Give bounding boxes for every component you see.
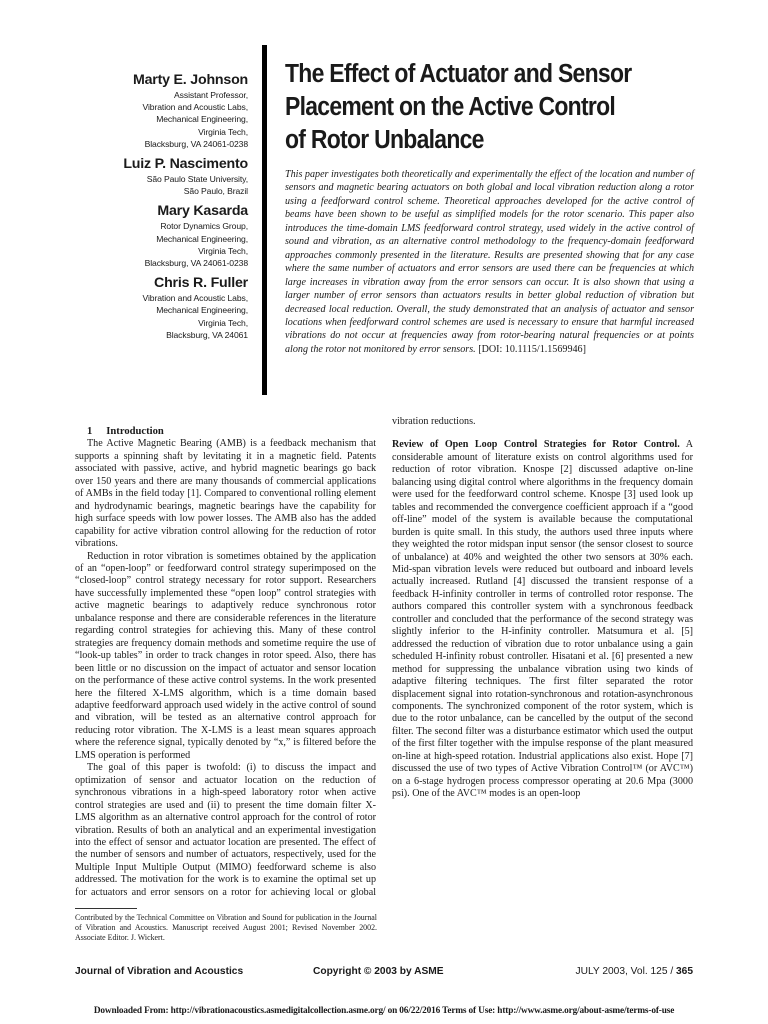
author-affiliation-line: Rotor Dynamics Group, [160, 221, 248, 232]
author-affiliation-line: Virginia Tech, [198, 126, 248, 137]
footnote-rule [75, 908, 137, 909]
body-paragraph-continued: vibration reductions. [392, 416, 476, 427]
author-affiliation-line: Blacksburg, VA 24061-0238 [144, 138, 248, 149]
author-affiliation-line: Blacksburg, VA 24061-0238 [144, 258, 248, 269]
section-heading [75, 426, 376, 438]
author-block [70, 275, 248, 341]
title-line: Placement on the Active Control [285, 93, 616, 121]
doi-text: [DOI: 10.1115/1.1569946] [478, 343, 586, 355]
copyright-notice: Copyright © 2003 by ASME [313, 966, 444, 977]
body-column-left [75, 426, 376, 899]
author-affiliation-line: Assistant Professor, [174, 90, 248, 100]
title-divider-bar [262, 45, 267, 395]
journal-name: Journal of Vibration and Acoustics [75, 966, 244, 977]
author-affiliation-line: Blacksburg, VA 24061 [166, 329, 248, 340]
author-affiliation-line: Vibration and Acoustic Labs, [142, 102, 248, 113]
author-affiliation-line: Mechanical Engineering, [156, 305, 248, 316]
author-affiliation-line: Virginia Tech, [198, 245, 248, 256]
author-affiliation-line: Mechanical Engineering, [156, 233, 248, 244]
author-name: Marty E. Johnson [132, 72, 248, 88]
abstract-text: This paper investigates both theoretically and experimentally the effect of the location and number of sensors and magnetic bearing actuators on both global and local vibration reduction along a rotor using a feedforward control scheme. Theoretical approaches developed for the active control of beams have been shown to be useful as simplified models for the rotor scenario. This paper also introduces the time-domain LMS feedforward control strategy, used widely in the active control of sound and vibration, as an alternative control methodology to the frequency-domain feedforward approaches commonly presented in the literature. Results are presented showing that for any case where the same number of actuators and error sensors are used there can be frequencies at which large increases in vibration away from the error sensors can occur. It is also shown that using a larger number of error sensors than actuators results in better global reduction of vibration but decreased local reduction. Overall, the study demonstrated that an analysis of actuator and sensor locations when feedforward control schemes are used is necessary to ensure that harmful increased vibrations do not occur at frequencies away from rotor-bearing natural frequencies or at points along the rotor not monitored by error sensors. [285, 169, 694, 355]
paper-title [285, 58, 681, 157]
footnote: Contributed by the Technical Committee on Vibration and Sound for publication in the Journal of Vibration and Acoustics. Manuscript received August 2001; Revised November 2002. Associate Editor. J. Wickert. [75, 913, 377, 942]
author-affiliation-line: São Paulo, Brazil [183, 186, 248, 197]
author-affiliation-line: Virginia Tech, [198, 317, 248, 328]
author-name: Luiz P. Nascimento [123, 156, 248, 173]
author-affiliation-line: Mechanical Engineering, [156, 114, 248, 125]
author-name: Chris R. Fuller [154, 275, 248, 292]
abstract [285, 168, 694, 356]
author-affiliation-line: Vibration and Acoustic Labs, [142, 293, 248, 304]
section-number: 1 [87, 426, 93, 437]
body-column-right [392, 416, 693, 801]
author-block [70, 156, 248, 197]
section-title: Introduction [106, 426, 164, 437]
paragraph-gap [392, 428, 693, 439]
author-list [70, 72, 248, 347]
subsection-heading: Review of Open Loop Control Strategies for Rotor Control. [392, 439, 680, 451]
page-number: 365 [676, 966, 693, 977]
subsection-paragraph [392, 439, 693, 800]
title-line: of Rotor Unbalance [285, 126, 484, 154]
body-paragraph: Reduction in rotor vibration is sometimes obtained by the application of an “open-loop” or feedforward control strategy superimposed on the “closed-loop” control strategy necessary for rotor support. Researchers have successfully implemented these “open loop” control strategies with active magnetic bearings to adaptively reduce synchronous rotor unbalance response and there are considerable references in the literature regarding control strategies for achieving this. Many of these control strategies are frequency domain methods and sometime require the use of “look-up tables” in order to track changes in rotor speed. Also, there has been little or no discussion on the impact of actuator and sensor location on the performance of these active control systems. In the work presented here the filtered X-LMS algorithm, which is a time domain based adaptive feedforward approach used widely in the active control of sound and vibration, will be tested as an alternative control approach for reducing rotor vibration. The X-LMS is a least mean squares approach where the reference signal, typically denoted by “x,” is filtered before the LMS operation is performed [75, 550, 376, 761]
author-name: Mary Kasarda [157, 203, 248, 220]
issue-text: JULY 2003, Vol. 125 / [575, 966, 674, 977]
download-notice: Downloaded From: http://vibrationacoustics.asmedigitalcollection.asme.org/ on 06/22/2016 Terms of Use: http://www.asme.org/about-asme/terms-of-use [93, 1006, 675, 1016]
author-block [70, 72, 248, 150]
author-affiliation-line: São Paulo State University, [146, 174, 248, 185]
author-block [70, 203, 248, 269]
title-line: The Effect of Actuator and Sensor [285, 60, 632, 88]
issue-info [576, 966, 693, 977]
subsection-text: A considerable amount of literature exists on control algorithms used for reduction of rotor vibration. Knospe [2] discussed adaptive on-line balancing using digital control where algorithms in the frequency domain were used for the feedforward control scheme. Knospe [3] used look up tables and recommended the convergence coefficient approach if a “good off-line” model of the system is available because the computational burden is quite small. In this study, the authors used three inputs where they weighted the rotor midspan input sensor (the sensor closest to source of unbalance) at 40% and weighted the other two sensors at 30% each. Mid-span vibration levels were reduced but outboard and inboard levels actually increased. Rutland [4] discussed the transient response of a feedback H-infinity controller in terms of controlled rotor response. The authors compared this controller system with a synchronous feedback controller and concluded that the performance of the second strategy was slightly inferior to the H-infinity controller. Matsumura et al. [5] addressed the reduction of vibration due to rotor unbalance using a gain scheduled H-infinity robust controller. Hisatani et al. [6] presented a new method for suppressing the unbalance vibration using two kinds of adaptive filtering techniques. The first filter separated the rotor displacement signal into rotation-synchronous and rotation-asynchronous components. The synchronized component of the rotor system, which is due to the rotor unbalance, can be cancelled by the output of the second filter. The second filter was a disturbance estimator which used the output of the first filter together with the impulse response of the plant measured on-line at high-speed rotation. Industrial applications also exist. Hope [7] discussed the use of two types of Active Vibration Control™ (or AVC™) on a 6-stage hydrogen process compressor operating at 20.6 Mpa (3000 psi). One of the AVC™ modes is an open-loop [392, 439, 694, 800]
body-paragraph: The Active Magnetic Bearing (AMB) is a feedback mechanism that supports a spinning shaft by levitating it in a magnetic field. Patents associated with passive, active, and hybrid magnetic bearings go back over 150 years and there are many thousands of commercial applications of AMBs in the field today [1]. Compared to conventional rolling element and hydrodynamic bearings, magnetic bearings have the capability for high surface speeds with low power losses. The AMB also has the added capability for active vibration control allowing for the reduction of rotor vibrations. [75, 438, 376, 550]
body-paragraph: The goal of this paper is twofold: (i) to discuss the impact and optimization of sensor and actuator location on the reduction of synchronous vibrations in a high-speed laboratory rotor when active control strategies are used and (ii) to present the time domain filter X-LMS algorithm as an alternative control approach for the control of rotor vibration. Results of both an analytical and an experimental investigation into the effect of sensor and actuator location are presented. The effect of the number of sensors and number of actuators, respectively, used for the Multiple Input Multiple Output (MIMO) feedforward scheme is also addressed. The motivation for the work is to examine the optimal set up for actuators and error sensors on a rotor for achieving local or global [75, 762, 376, 898]
